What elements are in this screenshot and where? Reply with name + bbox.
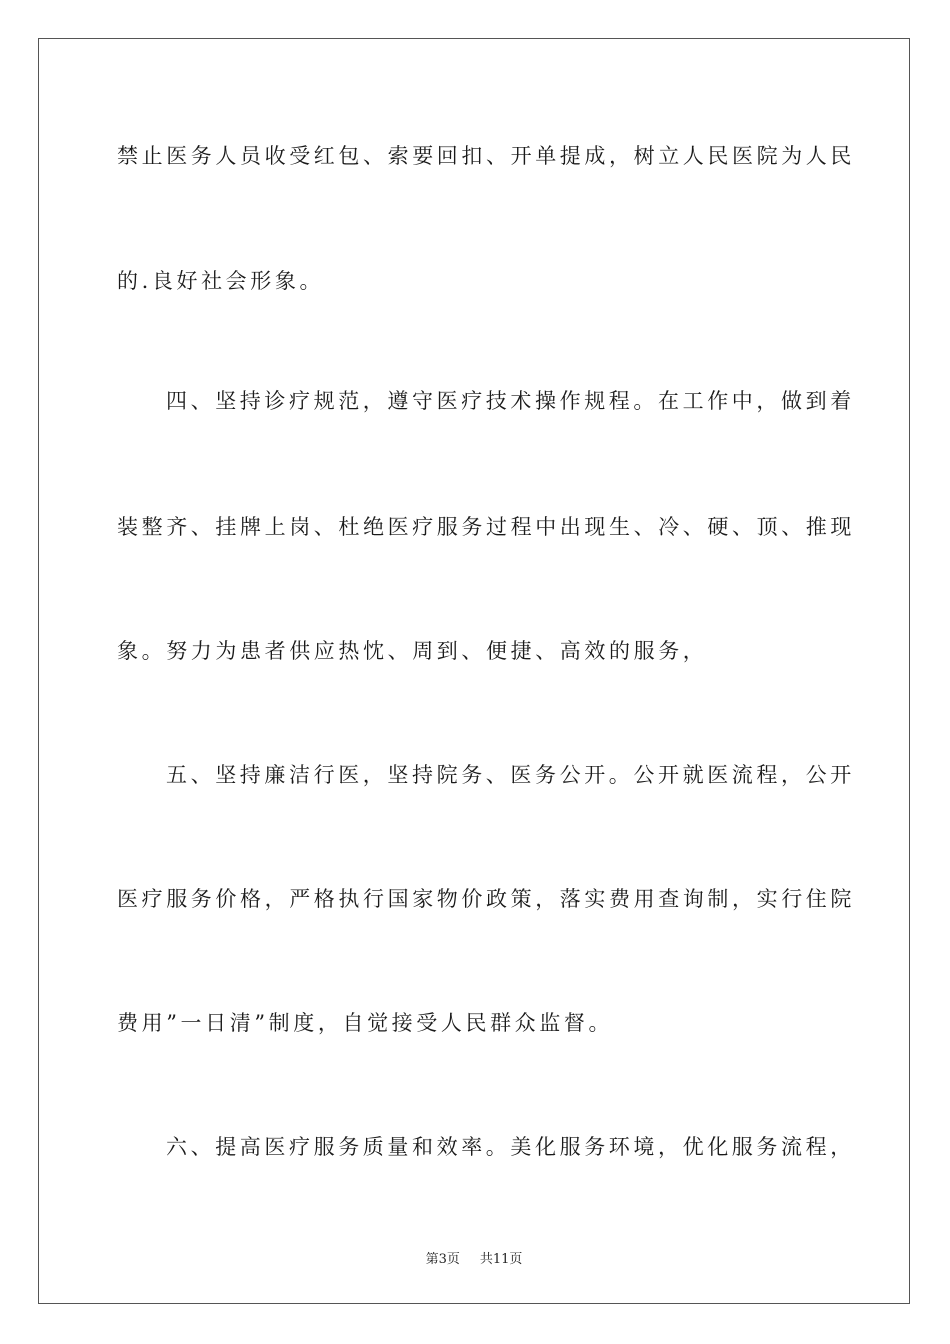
- paragraph-line-7: 医疗服务价格，严格执行国家物价政策，落实费用查询制，实行住院: [117, 887, 855, 911]
- paragraph-line-4: 装整齐、挂牌上岗、杜绝医疗服务过程中出现生、冷、硬、顶、推现: [117, 515, 855, 539]
- document-page: [38, 38, 910, 1304]
- page-footer: [39, 1248, 909, 1267]
- paragraph-line-8: 费用”一日清”制度，自觉接受人民群众监督。: [117, 1011, 614, 1035]
- paragraph-line-6: 五、坚持廉洁行医，坚持院务、医务公开。公开就医流程，公开: [166, 763, 855, 787]
- page-number: 第3页: [425, 1252, 460, 1267]
- paragraph-line-2: 的.良好社会形象。: [117, 269, 325, 293]
- paragraph-line-5: 象。努力为患者供应热忱、周到、便捷、高效的服务，: [117, 639, 708, 663]
- paragraph-line-1: 禁止医务人员收受红包、索要回扣、开单提成，树立人民医院为人民: [117, 144, 855, 168]
- paragraph-line-3: 四、坚持诊疗规范，遵守医疗技术操作规程。在工作中，做到着: [166, 389, 855, 413]
- paragraph-line-9: 六、提高医疗服务质量和效率。美化服务环境，优化服务流程，: [166, 1135, 855, 1159]
- page-total: 共11页: [479, 1252, 523, 1267]
